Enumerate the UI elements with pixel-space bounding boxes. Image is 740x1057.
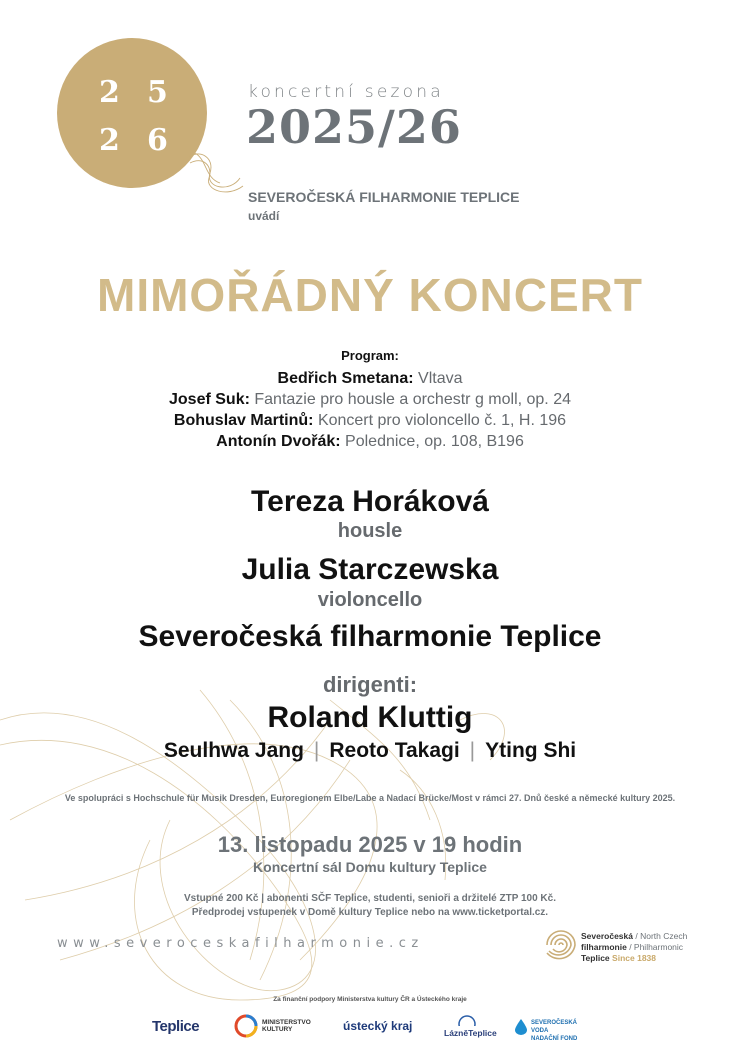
logo-line: / North Czech: [635, 931, 688, 941]
conductor-name: Reoto Takagi: [329, 739, 460, 762]
logo-since: Since 1838: [612, 953, 656, 963]
season-year: 2025/26: [246, 100, 462, 154]
event-venue: Koncertní sál Domu kultury Teplice: [253, 859, 487, 875]
conductors-label: dirigenti:: [322, 672, 418, 697]
program-composer: Josef Suk:: [169, 391, 250, 408]
performer-name: Julia Starczewska: [241, 553, 499, 586]
cooperation-note: Ve spolupráci s Hochschule für Musik Dresden, Euroregionem Elbe/Labe a Nadací Brücke/Most v rámci 27. Dnů české a německé kultury 2025.: [64, 793, 676, 803]
orchestra-logo-text: [581, 931, 687, 964]
program-composer: Bohuslav Martinů:: [173, 412, 314, 429]
badge-digit: 5: [147, 75, 168, 110]
program-composer: Antonín Dvořák:: [216, 433, 341, 450]
badge-digit: 6: [147, 123, 168, 158]
program-work: Fantazie pro housle a orchestr g moll, op. 24: [254, 391, 571, 408]
sponsor-ministry-logo: [234, 1014, 324, 1040]
program-item: [0, 389, 740, 410]
ministry-line: KULTURY: [262, 1026, 293, 1033]
main-conductor: Roland Kluttig: [267, 701, 473, 734]
event-date: 13. listopadu 2025 v 19 hodin: [217, 832, 523, 857]
ministry-line: MINISTERSTVO: [262, 1019, 311, 1026]
separator: |: [469, 739, 476, 762]
performer-name: Tereza Horáková: [251, 485, 489, 518]
program-item: [0, 368, 740, 389]
presenter-name: SEVEROČESKÁ FILHARMONIE TEPLICE: [248, 189, 520, 205]
performer-role: housle: [337, 520, 403, 542]
program-item: [0, 410, 740, 431]
badge-digit: 2: [99, 123, 120, 158]
logo-line: / Philharmonic: [629, 942, 684, 952]
logo-line: filharmonie: [581, 942, 627, 952]
conductor-name: Yting Shi: [485, 739, 577, 762]
program-heading: Program:: [341, 348, 399, 363]
sponsor-spa-logo: [444, 1014, 497, 1042]
conductor-name: Seulhwa Jang: [163, 739, 304, 762]
sponsor-region-logo: ústecký kraj: [343, 1019, 413, 1033]
badge-swirl-decoration: [185, 148, 245, 203]
program-item: [0, 431, 740, 452]
page-title: MIMOŘÁDNÝ KONCERT: [97, 269, 643, 321]
program-work: Polednice, op. 108, B196: [345, 433, 524, 450]
website-link[interactable]: www.severoceskafilharmonie.cz: [57, 936, 424, 951]
season-label: koncertní sezona: [248, 82, 444, 102]
support-note: Za finanční podpory Ministerstva kultury ČR a Ústeckého kraje: [273, 996, 467, 1003]
assistant-conductors: [0, 739, 740, 763]
badge-digit: 2: [99, 75, 120, 110]
orchestra-logo-icon: [543, 927, 579, 963]
ticket-presale: Předprodej vstupenek v Domě kultury Teplice nebo na www.ticketportal.cz.: [191, 907, 549, 918]
spa-name: LázněTeplice: [444, 1028, 497, 1038]
logo-line: Severočeská: [581, 931, 633, 941]
separator: |: [313, 739, 320, 762]
program-work: Koncert pro violoncello č. 1, H. 196: [317, 412, 567, 429]
program-composer: Bedřich Smetana:: [277, 370, 414, 387]
ministry-icon: [234, 1014, 258, 1038]
orchestra-name: Severočeská filharmonie Teplice: [138, 620, 602, 653]
program-work: Vltava: [418, 370, 463, 387]
logo-line: Teplice: [581, 953, 610, 963]
water-drop-icon: [515, 1019, 527, 1035]
water-line: SEVEROČESKÁ VODA: [531, 1020, 578, 1034]
sponsor-water-logo: [515, 1016, 590, 1042]
water-line: NADAČNÍ FOND: [531, 1036, 578, 1042]
spa-icon: [457, 1014, 477, 1026]
ticket-prices: Vstupné 200 Kč | abonenti SČF Teplice, studenti, senioři a držitelé ZTP 100 Kč.: [184, 893, 556, 904]
sponsor-teplice-logo: Teplice: [152, 1018, 200, 1035]
presents-label: uvádí: [248, 209, 280, 223]
performer-role: violoncello: [317, 589, 423, 611]
